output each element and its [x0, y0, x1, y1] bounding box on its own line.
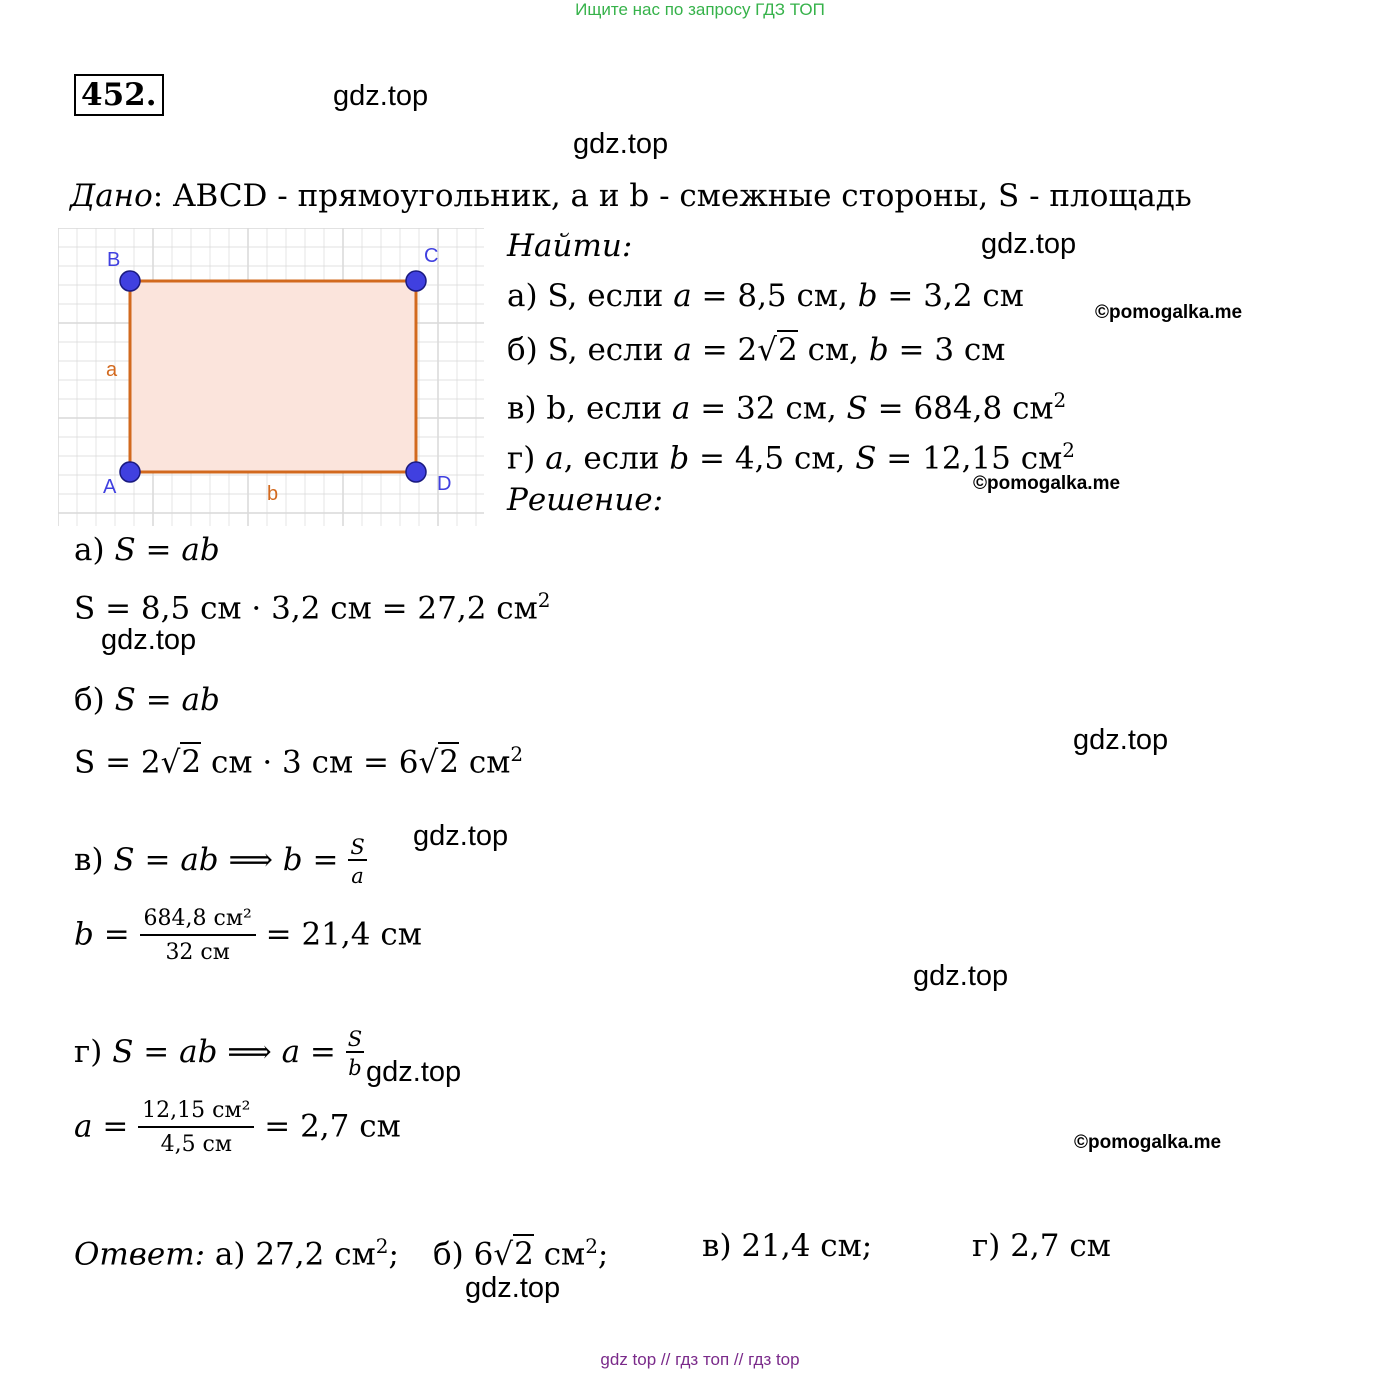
answer-a: а) 27,2 см [214, 1236, 376, 1273]
fraction-numerator: S [350, 835, 365, 859]
calc-rhs: = 2,7 см [254, 1108, 401, 1145]
answer-b-pre: б) 6 [433, 1236, 494, 1273]
var: S [855, 440, 877, 477]
rectangle-abcd [130, 281, 416, 472]
solution-a-formula: а) S = ab [74, 532, 220, 568]
solution-g-formula: г) S = ab ⟹ a = $\frac{S}{b}$ [74, 1027, 363, 1080]
copyright-mark: ©pomogalka.me [1074, 1132, 1222, 1153]
fraction-numerator: 684,8 см² [140, 906, 256, 936]
calc-part: S = 2 [74, 744, 161, 781]
vertex-label-d: D [437, 473, 452, 495]
solution-b-formula: б) S = ab [74, 682, 220, 718]
answer-g: г) 2,7 см [972, 1228, 1111, 1264]
find-item-a [507, 276, 1024, 316]
fraction-numerator: 12,15 см² [138, 1098, 254, 1128]
var: a [545, 440, 564, 477]
find-v-prefix: в) b, если [507, 390, 672, 427]
find-g-mid: , если [563, 440, 670, 477]
copyright-mark: ©pomogalka.me [1095, 302, 1243, 323]
formula: S = ab ⟹ a = [112, 1034, 346, 1070]
find-item-b: б) S, если a = 2√2 см, b = 3 см [507, 332, 1006, 368]
vertex-c-point [406, 271, 426, 291]
answer-v: в) 21,4 см; [702, 1228, 873, 1264]
calc-rhs: = 21,4 см [255, 916, 422, 953]
fraction-numerator: S [347, 1027, 363, 1051]
find-item-g [507, 430, 1075, 478]
fraction [138, 1098, 254, 1158]
find-a-prefix: а) S, если [507, 278, 674, 314]
side-label-a: a [106, 359, 118, 381]
find-b-prefix: б) S, если [507, 332, 674, 368]
watermark: gdz.top [101, 624, 197, 656]
top-banner: Ищите нас по запросу ГДЗ ТОП [575, 0, 825, 19]
fraction [346, 1028, 364, 1079]
find-b-eq1b: см, [797, 332, 869, 368]
watermark: gdz.top [366, 1056, 462, 1088]
vertex-b-point [120, 271, 140, 291]
find-item-v [507, 380, 1066, 428]
fraction-denominator: 32 см [165, 940, 230, 965]
solution-a-calc: S = 8,5 см · 3,2 см = 27,2 $см^2$ [74, 588, 551, 627]
find-a-eq1: = 8,5 см, [691, 278, 858, 314]
rectangle-figure [58, 228, 484, 526]
vertex-label-c: C [424, 245, 439, 267]
find-g-prefix: г) [507, 440, 546, 477]
find-b-eq2: = 3 см [888, 332, 1006, 368]
calc-lhs: b = [74, 916, 140, 953]
answer-label: Ответ: [74, 1236, 206, 1273]
given-line [70, 176, 1192, 216]
watermark: gdz.top [333, 80, 429, 112]
find-g-eq2: = 12,15 см [876, 440, 1063, 477]
given-text: : ABCD - прямоугольник, a и b - смежные стороны, S - площадь [152, 178, 1192, 214]
side-label-b: b [267, 483, 279, 505]
find-g-eq1: = 4,5 см, [689, 440, 856, 477]
find-b-eq1a: = 2 [691, 332, 758, 368]
find-v-eq2: = 684,8 см [867, 390, 1054, 427]
solution-v-formula: в) S = ab ⟹ b = $\frac{S}{a}$ [74, 835, 365, 888]
calc-lhs: a = [74, 1108, 139, 1145]
vertex-d-point [406, 462, 426, 482]
calc-part: см · 3 см = 6 [201, 744, 419, 781]
solution-v-calc [74, 906, 422, 966]
var: b [669, 440, 690, 477]
vertex-label-b: B [107, 249, 121, 271]
solution-b-calc: S = 2√2 см · 3 см = 6√2 $см^2$ [74, 742, 524, 781]
watermark: gdz.top [913, 960, 1009, 992]
formula: S = ab ⟹ b = [113, 842, 349, 878]
vertex-a-point [120, 462, 140, 482]
given-label: Дано [70, 178, 153, 214]
find-v-eq1: = 32 см, [690, 390, 847, 427]
var: a [673, 332, 692, 368]
solution-g-calc [74, 1098, 401, 1158]
var: a [671, 390, 691, 427]
find-a-eq2: = 3,2 см [877, 278, 1024, 314]
var: a [673, 278, 692, 314]
answer-line: Ответ: а) 27,2 $см^2$; [74, 1234, 399, 1273]
watermark: gdz.top [573, 128, 669, 160]
solution-label: Решение: [507, 482, 664, 518]
formula: S = ab [114, 532, 220, 568]
fraction-denominator: 4,5 см [160, 1132, 232, 1157]
var: b [857, 278, 878, 314]
footer-links: gdz top // гдз топ // гдз top [600, 1350, 800, 1369]
var: S [846, 390, 868, 427]
find-label-text: Найти [507, 228, 622, 264]
fraction [140, 906, 256, 966]
watermark: gdz.top [1073, 724, 1169, 756]
calc: S = 8,5 см · 3,2 см = 27,2 см [74, 590, 538, 627]
calc-part: см [459, 744, 511, 781]
var: b [868, 332, 889, 368]
watermark: gdz.top [413, 820, 509, 852]
answer-b-post: см [533, 1236, 586, 1273]
formula: S = ab [114, 682, 220, 718]
superscript: 2 [1053, 388, 1067, 412]
watermark: gdz.top [981, 228, 1077, 260]
superscript: 2 [1062, 438, 1075, 462]
problem-number: 452. [74, 74, 164, 116]
fraction-denominator: b [348, 1056, 362, 1080]
watermark: gdz.top [465, 1272, 561, 1304]
find-label: Найти: [507, 228, 633, 264]
fraction [348, 836, 366, 887]
copyright-mark: ©pomogalka.me [973, 473, 1121, 494]
vertex-label-a: A [103, 476, 117, 498]
answer-b: б) 6√2 $см^2$; [433, 1234, 609, 1273]
sqrt-radicand: 2 [778, 332, 798, 368]
fraction-denominator: a [351, 864, 364, 888]
solution-label-text: Решение [507, 482, 653, 518]
